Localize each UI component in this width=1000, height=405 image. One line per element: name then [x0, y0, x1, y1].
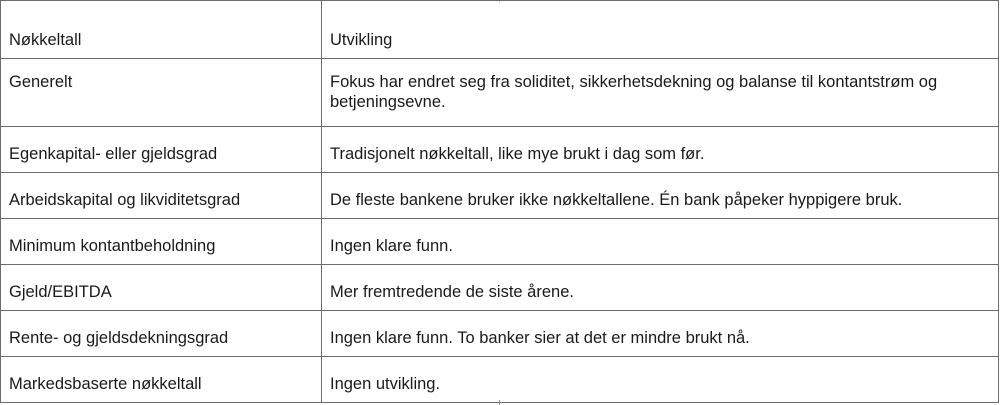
- header-cell-key-figures: Nøkkeltall: [1, 1, 322, 59]
- table-row: [1, 173, 999, 219]
- key-figure-cell: Egenkapital- eller gjeldsgrad: [1, 127, 322, 173]
- key-figure-cell: Gjeld/EBITDA: [1, 265, 322, 311]
- key-figure-cell: Arbeidskapital og likviditetsgrad: [1, 173, 322, 219]
- development-cell: Fokus har endret seg fra soliditet, sikkerhetsdekning og balanse til kontantstrøm og betjeningsevne.: [322, 59, 999, 127]
- table-row: [1, 265, 999, 311]
- key-figure-cell: Minimum kontantbeholdning: [1, 219, 322, 265]
- header-cell-development: Utvikling: [322, 1, 999, 59]
- development-cell: Ingen klare funn.: [322, 219, 999, 265]
- key-figure-cell: Markedsbaserte nøkkeltall: [1, 357, 322, 403]
- development-cell: Tradisjonelt nøkkeltall, like mye brukt i dag som før.: [322, 127, 999, 173]
- table-row: [1, 357, 999, 403]
- key-figure-cell: Generelt: [1, 59, 322, 127]
- table-row: [1, 311, 999, 357]
- divider-stub: [499, 400, 500, 405]
- development-cell: Ingen klare funn. To banker sier at det er mindre brukt nå.: [322, 311, 999, 357]
- table-row: [1, 219, 999, 265]
- development-cell: Mer fremtredende de siste årene.: [322, 265, 999, 311]
- table-row: [1, 59, 999, 127]
- development-cell: Ingen utvikling.: [322, 357, 999, 403]
- table-row: [1, 127, 999, 173]
- development-cell: De fleste bankene bruker ikke nøkkeltallene. Én bank påpeker hyppigere bruk.: [322, 173, 999, 219]
- key-figure-cell: Rente- og gjeldsdekningsgrad: [1, 311, 322, 357]
- table-header-row: [1, 1, 999, 59]
